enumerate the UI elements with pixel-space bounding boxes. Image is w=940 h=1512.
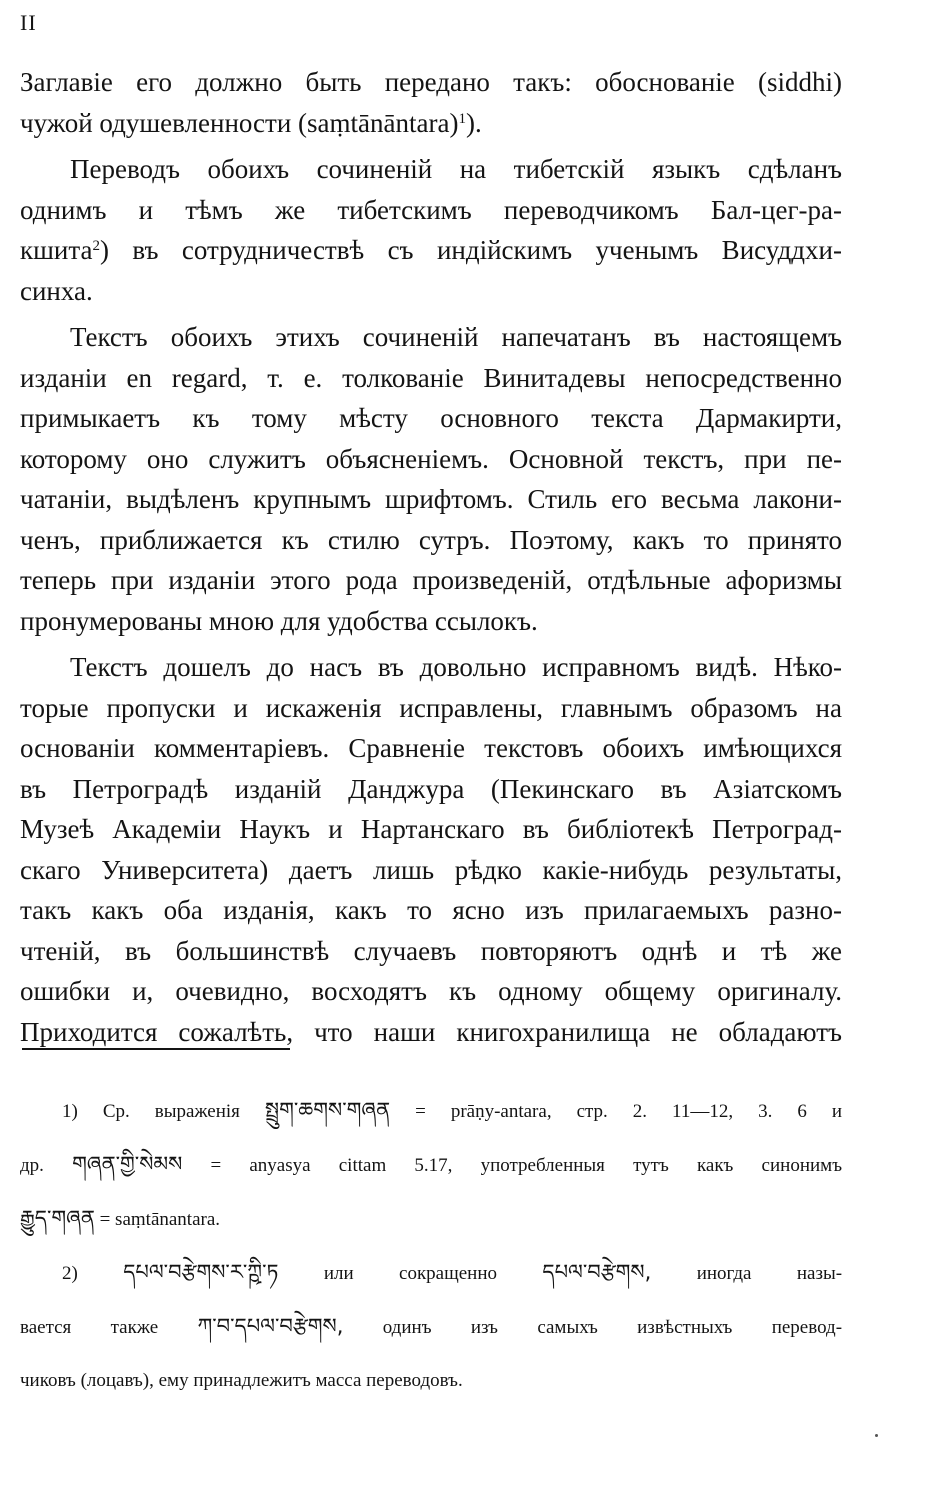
text-line: скаго Университета) даетъ лишь рѣдко какіе-нибудь результаты,: [20, 854, 842, 885]
tibetan-term: དཔལ་བརྩེགས,: [542, 1260, 652, 1284]
text-line: торые пропуски и искаженія исправлены, главнымъ образомъ на: [20, 692, 842, 723]
footnote-1-line: རྒྱུད་གཞན = saṃtānantara.: [20, 1206, 221, 1230]
footnote-2-line: чиковъ (лоцавъ), ему принадлежитъ масса переводовъ.: [20, 1370, 463, 1391]
footnote-ref-1[interactable]: 1: [458, 110, 466, 127]
text-line: кшита$^2$) въ сотрудничествѣ съ индійскимъ ученымъ Висуддхи-: [20, 235, 842, 265]
footnote-1-line: 1) Ср. выраженія སྤྲུག་ཆགས་གཞན = prāṇy-antara, стр. 2. 11—12, 3. 6 и: [62, 1098, 842, 1122]
footnote-2-line: 2) དཔལ་བརྩེགས་ར་ཀྵི་ཏ или сокращенно དཔལ་བརྩེགས, иногда назы-: [62, 1260, 843, 1284]
footnotes: [20, 1084, 842, 1407]
text-line: Текстъ дошелъ до насъ въ довольно исправномъ видѣ. Нѣко-: [70, 652, 842, 682]
text-line: пронумерованы мною для удобства ссылокъ.: [20, 605, 538, 636]
text-line: примыкаетъ къ тому мѣсту основного текста Дармакирти,: [20, 403, 842, 433]
text-line: которому оно служитъ объясненіемъ. Основной текстъ, при пе-: [20, 443, 842, 474]
footnote-2-line: вается также ཀ་བ་དཔལ་བརྩེགས, одинъ изъ самыхъ извѣстныхъ перевод-: [20, 1314, 843, 1338]
text-line: чужой одушевленности (saṃtānāntara)$^1$).: [20, 107, 482, 138]
footnote-2-marker: 2): [62, 1263, 78, 1284]
text-line: такъ какъ оба изданія, какъ то ясно изъ прилагаемыхъ разно-: [20, 895, 842, 925]
text-line: въ Петроградѣ изданій Данджура (Пекинскаго въ Азіатскомъ: [20, 773, 842, 804]
footnote-1-marker: 1): [62, 1101, 78, 1122]
tibetan-term: གཞན་གྱི་སེམས: [72, 1152, 183, 1176]
text-line: чатаніи, выдѣленъ крупнымъ шрифтомъ. Стиль его весьма лакони-: [20, 484, 842, 514]
text-line: Заглавіе его должно быть передано такъ: обоснованіе (siddhi): [20, 67, 842, 97]
text-line: Переводъ обоихъ сочиненій на тибетскій языкъ сдѣланъ: [70, 154, 842, 184]
tibetan-term: ཀ་བ་དཔལ་བརྩེགས,: [197, 1314, 344, 1338]
text-line: чтеній, въ большинствѣ случаевъ повторяютъ однѣ и тѣ же: [20, 935, 842, 966]
footnote-1-line: др. གཞན་གྱི་སེམས = anyasya cittam 5.17, употребленныя тутъ какъ синонимъ: [20, 1152, 843, 1176]
main-text: [20, 62, 842, 1052]
tibetan-term: སྤྲུག་ཆགས་གཞན: [264, 1098, 391, 1122]
text-line: Музеѣ Академіи Наукъ и Нартанскаго въ библіотекѣ Петроград-: [20, 814, 842, 844]
tibetan-term: རྒྱུད་གཞན: [20, 1206, 95, 1230]
text-line: теперь при изданіи этого рода произведеній, отдѣльные афоризмы: [20, 565, 842, 595]
text-line: синха.: [20, 275, 93, 306]
footnote-divider: [22, 1048, 290, 1050]
text-line: ошибки и, очевидно, восходятъ къ одному общему оригиналу.: [20, 976, 842, 1006]
text-line: Текстъ обоихъ этихъ сочиненій напечатанъ въ настоящемъ: [70, 322, 842, 352]
text-line: ченъ, приближается къ стилю сутръ. Поэтому, какъ то принято: [20, 524, 842, 555]
text-line: основаніи комментаріевъ. Сравненіе текстовъ обоихъ имѣющихся: [20, 733, 842, 763]
text-line: Приходится сожалѣть, что наши книгохранилища не обладаютъ: [20, 1016, 842, 1047]
text-line: изданіи en regard, т. е. толкованіе Винитадевы непосредственно: [20, 362, 842, 393]
page-number: II: [20, 10, 37, 35]
text-line: однимъ и тѣмъ же тибетскимъ переводчикомъ Бал-цег-ра-: [20, 194, 842, 225]
print-speck: [875, 1434, 878, 1437]
tibetan-term: དཔལ་བརྩེགས་ར་ཀྵི་ཏ: [123, 1260, 279, 1284]
footnote-ref-2[interactable]: 2: [92, 238, 100, 254]
